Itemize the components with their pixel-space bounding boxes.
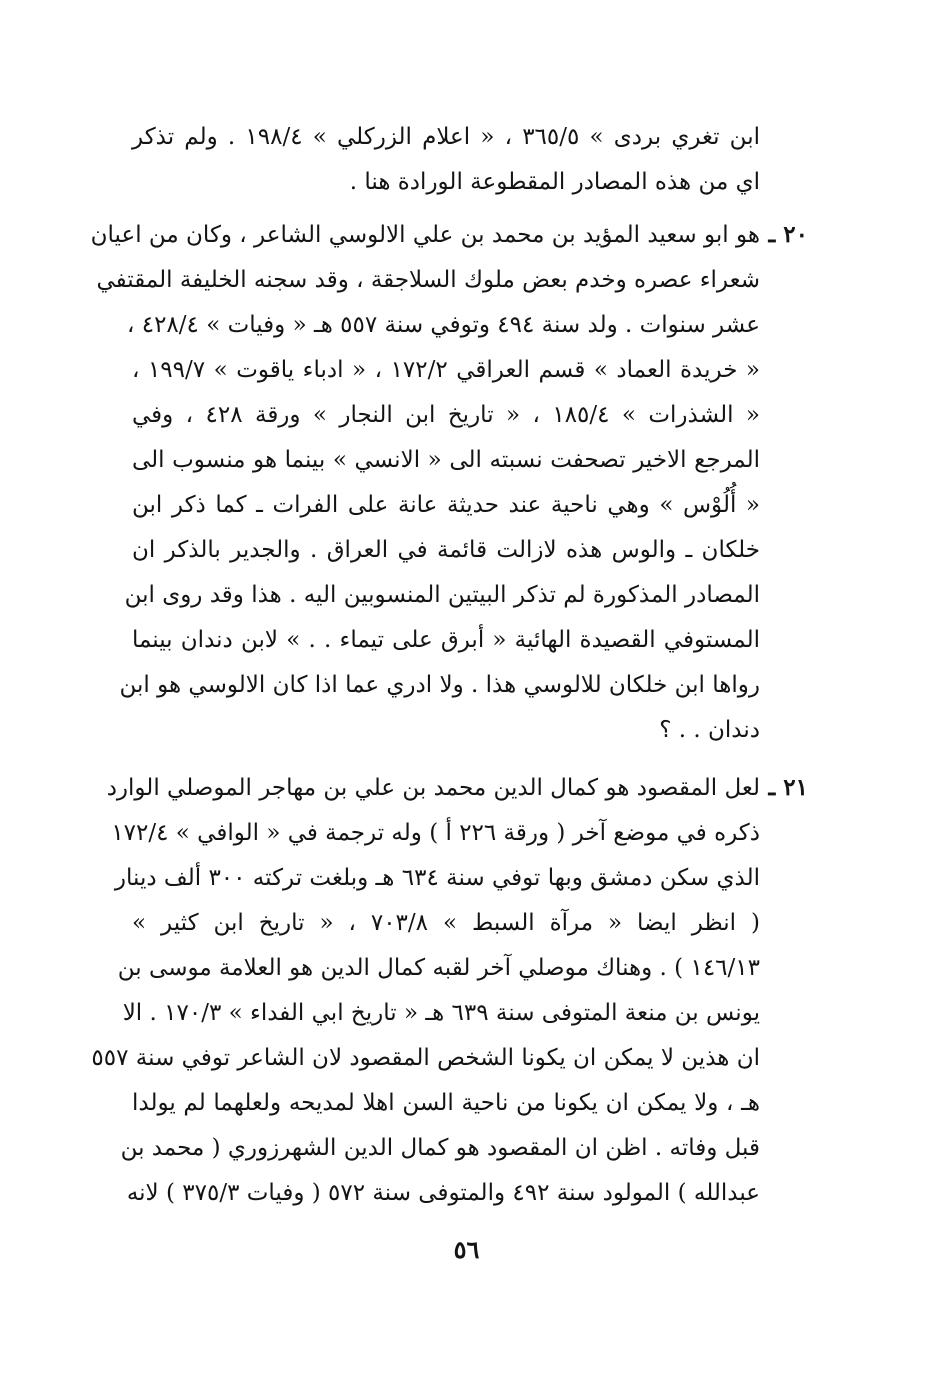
text-line: دندان . . ؟	[659, 717, 760, 743]
text-line: عبدالله ) المولود سنة ٤٩٢ والمتوفى سنة ٥٧٢ ( وفيات ٣٧٥/٣ ) لانه	[126, 1180, 760, 1206]
text-line: هـ ، ولا يمكن ان يكونا من ناحية السن اهلا لمديحه ولعلهما لم يولدا	[132, 1090, 760, 1116]
text-line: ١٤٦/١٣ ) . وهناك موصلي آخر لقبه كمال الدين هو العلامة موسى بن	[117, 955, 760, 981]
text-line: « الشذرات » ١٨٥/٤ ، « تاريخ ابن النجار » ورقة ٤٢٨ ، وفي	[132, 402, 760, 428]
text-line: شعراء عصره وخدم بعض ملوك السلاجقة ، وقد سجنه الخليفة المقتفي	[96, 267, 760, 293]
text-line: رواها ابن خلكان للالوسي هذا . ولا ادري عما اذا كان الالوسي هو ابن	[119, 672, 760, 698]
text-line: المصادر المذكورة لم تذكر البيتين المنسوبين اليه . هذا وقد روى ابن	[124, 582, 760, 608]
text-line: اي من هذه المصادر المقطوعة الورادة هنا .	[349, 169, 760, 195]
text-line: « خريدة العماد » قسم العراقي ١٧٢/٢ ، « ادباء ياقوت » ١٩٩/٧ ،	[132, 357, 760, 383]
footnote-number: ٢٠ ـ	[768, 221, 808, 248]
text-line: هو ابو سعيد المؤيد بن محمد بن علي الالوسي الشاعر ، وكان من اعيان	[90, 222, 760, 248]
text-line: ذكره في موضع آخر ( ورقة ٢٢٦ أ ) وله ترجمة في « الوافي » ١٧٢/٤	[111, 820, 760, 846]
text-line: المرجع الاخير تصحفت نسبته الى « الانسي » بينما هو منسوب الى	[132, 447, 760, 473]
text-line: الذي سكن دمشق وبها توفي سنة ٦٣٤ هـ وبلغت تركته ٣٠٠ ألف دينار	[114, 865, 760, 891]
text-line: « أُلُوْس » وهي ناحية عند حديثة عانة على الفرات ـ كما ذكر ابن	[132, 492, 760, 518]
text-line: يونس بن منعة المتوفى سنة ٦٣٩ هـ « تاريخ ابي الفداء » ١٧٠/٣ . الا	[122, 1000, 760, 1026]
text-line: عشر سنوات . ولد سنة ٤٩٤ وتوفي سنة ٥٥٧ هـ « وفيات » ٤٢٨/٤ ،	[126, 312, 760, 338]
text-line: المستوفي القصيدة الهائية « أبرق على تيماء . . » لابن دندان بينما	[132, 627, 760, 653]
text-line: قبل وفاته . اظن ان المقصود هو كمال الدين الشهرزوري ( محمد بن	[120, 1135, 760, 1161]
text-line: لعل المقصود هو كمال الدين محمد بن علي بن مهاجر الموصلي الوارد	[106, 775, 760, 801]
text-line: خلكان ـ والوس هذه لازالت قائمة في العراق . والجدير بالذكر ان	[132, 537, 760, 563]
page-number: ٥٦	[453, 1235, 480, 1264]
text-line: ابن تغري بردى » ٣٦٥/٥ ، « اعلام الزركلي » ١٩٨/٤ . ولم تذكر	[132, 124, 760, 150]
footnote-number: ٢١ ـ	[768, 774, 808, 801]
text-line: ان هذين لا يمكن ان يكونا الشخص المقصود لان الشاعر توفي سنة ٥٥٧	[91, 1045, 760, 1071]
text-line: ( انظر ايضا « مرآة السبط » ٧٠٣/٨ ، « تاريخ ابن كثير »	[132, 910, 760, 936]
